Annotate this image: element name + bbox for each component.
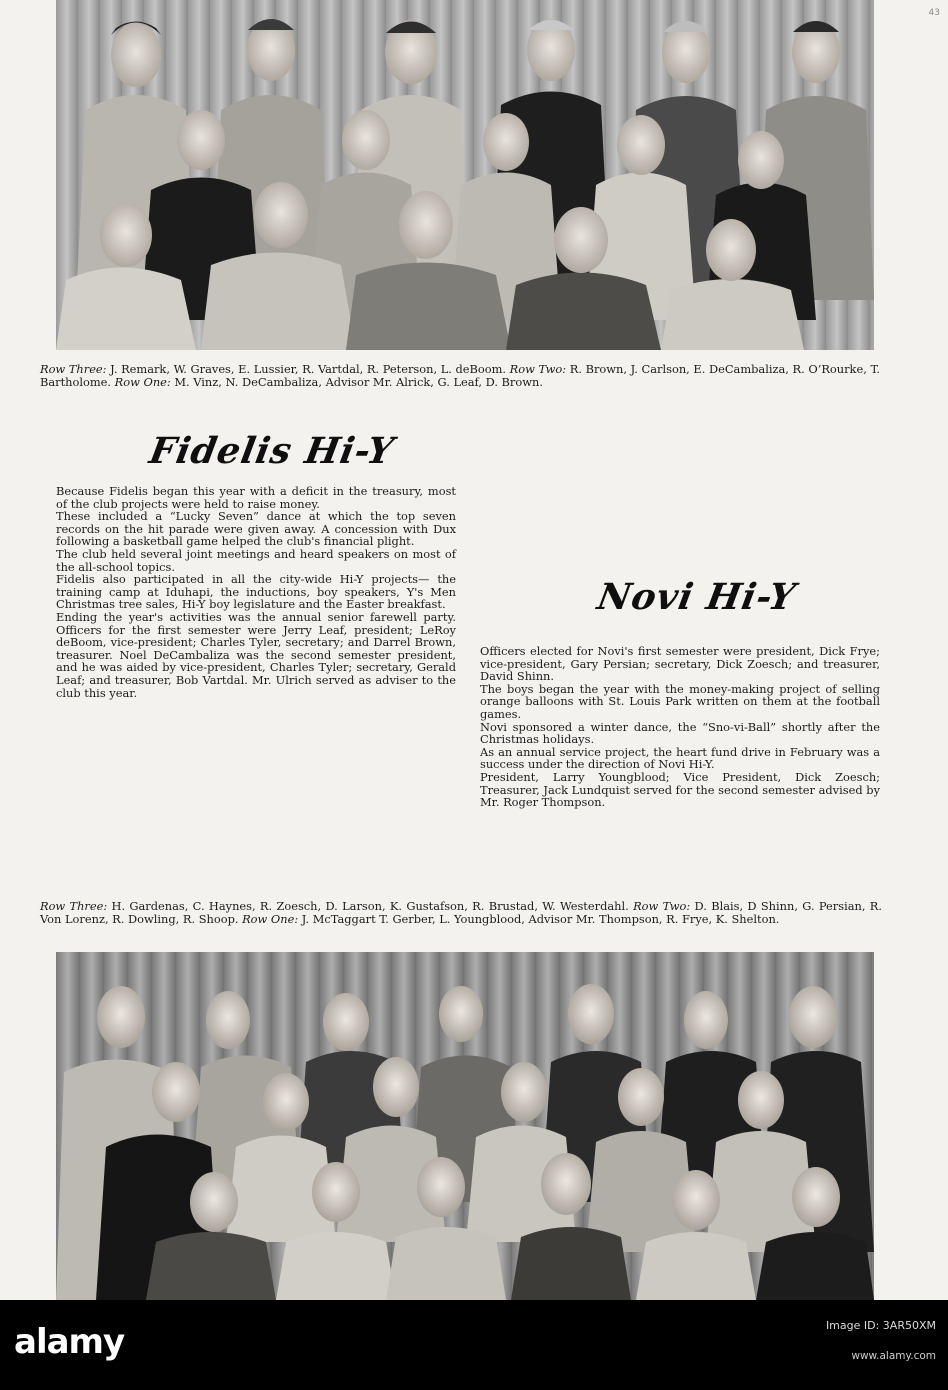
group-photo-novi [56,952,874,1300]
caption-row-one-names: M. Vinz, N. DeCambaliza, Advisor Mr. Alrick, G. Leaf, D. Brown. [170,375,543,390]
caption-fidelis-names [40,363,880,390]
novi-paragraph: The boys began the year with the money-making project of selling orange balloons with St. Louis Park written on them at the football games. [480,681,880,721]
fidelis-article [56,485,456,699]
caption-row-two-names: D. Blais, D Shinn, G. Persian, R. Von Lorenz, R. Dowling, R. Shoop. [40,899,882,927]
fidelis-paragraph: These included a “Lucky Seven” dance at which the top seven records on the hit parade were given away. A concession with Dux following a basketball game helped the club's financial plight. [56,509,456,549]
novi-paragraph: Officers elected for Novi's first semester were president, Dick Frye; vice-president, Gary Persian; secretary, Dick Zoesch; and treasurer, David Shinn. [480,644,880,684]
caption-row-two-names: R. Brown, J. Carlson, E. DeCambaliza, R. O’Rourke, T. Bartholome. [40,362,880,390]
caption-row-one-names: J. McTaggart T. Gerber, L. Youngblood, Advisor Mr. Thompson, R. Frye, K. Shelton. [298,912,780,927]
novi-paragraph: As an annual service project, the heart fund drive in February was a success under the direction of Novi Hi-Y. [480,744,880,772]
novi-paragraph: Novi sponsored a winter dance, the “Sno-vi-Ball” shortly after the Christmas holidays. [480,719,880,747]
fidelis-paragraph: Ending the year's activities was the annual senior farewell party. Officers for the first semester were Jerry Leaf, president; LeRoy deBoom, vice-president; Charles Tyler, secretary; and Darrel Brown, treasurer. Noel DeCambaliza was the second semester president, and he was aided by vice-president, Charles Tyler; secretary, Gerald Leaf; and treasurer, Bob Vartdal. Mr. Ulrich served as adviser to the club this year. [56,609,456,700]
caption-row-three-label: Row Three: [40,899,108,913]
fidelis-paragraph: Because Fidelis began this year with a deficit in the treasury, most of the club projects were held to raise money. [56,484,456,511]
caption-row-three-names: H. Gardenas, C. Haynes, R. Zoesch, D. Larson, K. Gustafson, R. Brustad, W. Westerdahl. [107,899,634,913]
page-number: 43 [928,8,940,18]
novi-title: Novi Hi-Y [594,576,800,618]
caption-row-three-names: J. Remark, W. Graves, E. Lussier, R. Vartdal, R. Peterson, L. deBoom. [106,362,510,376]
caption-row-one-label: Row One: [242,912,299,927]
group-photo-fidelis-image [56,0,874,350]
group-photo-novi-image [56,952,874,1300]
fidelis-paragraph: The club held several joint meetings and heard speakers on most of the all-school topics. [56,546,456,574]
group-photo-fidelis [56,0,874,350]
fidelis-paragraph: Fidelis also participated in all the city-wide Hi-Y projects— the training camp at Iduhapi, the inductions, boy speakers, Y's Men Christmas tree sales, Hi-Y boy legislature and the Easter breakfast. [56,572,456,612]
site-url-text: www.alamy.com [851,1350,936,1362]
alamy-logo: alamy [14,1322,125,1362]
novi-paragraph: President, Larry Youngblood; Vice President, Dick Zoesch; Treasurer, Jack Lundquist served for the second semester advised by Mr. Roger Thompson. [480,769,880,810]
novi-article [480,645,880,809]
image-id-text: Image ID: 3AR50XM [825,1319,936,1332]
caption-row-two-label: Row Two: [633,899,691,913]
caption-row-two-label: Row Two: [509,362,567,376]
fidelis-title: Fidelis Hi-Y [146,430,398,472]
caption-novi-names [40,900,882,927]
caption-row-three-label: Row Three: [40,362,107,376]
caption-row-one-label: Row One: [114,375,171,390]
stock-footer-bar [0,1300,948,1390]
